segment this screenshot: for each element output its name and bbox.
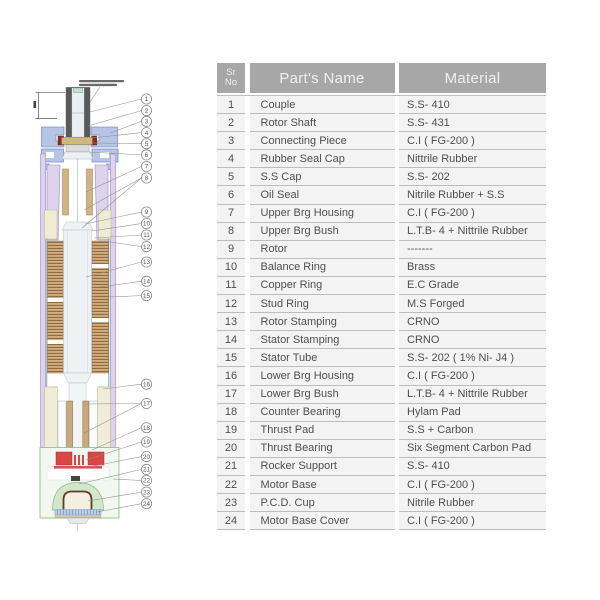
svg-text:3: 3	[144, 118, 149, 126]
svg-text:20: 20	[142, 453, 151, 461]
table-body	[217, 95, 546, 530]
material-cell: Six Segment Carbon Pad	[399, 440, 546, 458]
material-cell: M.S Forged	[399, 295, 546, 313]
header-sr-line1: Sr	[226, 66, 236, 78]
sr-cell: 18	[217, 404, 245, 422]
material-cell: C.I ( FG-200 )	[399, 205, 546, 223]
svg-text:10: 10	[142, 220, 151, 228]
sr-cell: 24	[217, 512, 245, 530]
part-name-cell: Rotor	[250, 241, 395, 259]
svg-text:24: 24	[142, 500, 151, 508]
parts-table	[217, 63, 546, 530]
part-name-cell: Thrust Pad	[250, 422, 395, 440]
material-cell: C.I ( FG-200 )	[399, 367, 546, 385]
part-name-cell: Rubber Seal Cap	[250, 150, 395, 168]
material-cell: Brass	[399, 259, 546, 277]
seal-cap-group	[58, 136, 97, 159]
sr-cell: 8	[217, 223, 245, 241]
rotor-core	[62, 222, 93, 383]
svg-text:18: 18	[142, 424, 151, 432]
material-cell: Nitrile Rubber	[399, 494, 546, 512]
part-name-cell: Motor Base Cover	[250, 512, 395, 530]
part-name-cell: S.S Cap	[250, 168, 395, 186]
sr-cell: 21	[217, 458, 245, 476]
svg-text:5: 5	[144, 140, 149, 148]
svg-text:16: 16	[142, 381, 151, 389]
svg-text:21: 21	[142, 466, 151, 474]
sr-cell: 23	[217, 494, 245, 512]
svg-text:12: 12	[142, 243, 151, 251]
col-header-srno	[217, 63, 245, 93]
sr-cell: 4	[217, 150, 245, 168]
material-cell: S.S- 410	[399, 458, 546, 476]
svg-text:1: 1	[144, 96, 149, 104]
part-name-cell: Oil Seal	[250, 186, 395, 204]
sr-cell: 16	[217, 367, 245, 385]
svg-text:19: 19	[142, 439, 151, 447]
col-header-material: Material	[399, 63, 546, 93]
material-cell: -------	[399, 241, 546, 259]
part-name-cell: Connecting Piece	[250, 132, 395, 150]
sr-cell: 3	[217, 132, 245, 150]
svg-text:7: 7	[144, 163, 149, 171]
sr-cell: 6	[217, 186, 245, 204]
svg-text:4: 4	[144, 129, 149, 137]
col-header-parts-name: Part's Name	[250, 63, 395, 93]
svg-text:11: 11	[143, 232, 150, 240]
part-name-cell: Upper Brg Housing	[250, 205, 395, 223]
part-name-cell: Thrust Bearing	[250, 440, 395, 458]
sr-cell: 12	[217, 295, 245, 313]
svg-text:22: 22	[142, 477, 151, 485]
sr-cell: 20	[217, 440, 245, 458]
part-name-cell: Upper Brg Bush	[250, 223, 395, 241]
part-name-cell: Rocker Support	[250, 458, 395, 476]
material-cell: Nittrile Rubber	[399, 150, 546, 168]
svg-text:17: 17	[142, 400, 151, 408]
part-name-cell: Stator Stamping	[250, 331, 395, 349]
dimension-bracket	[34, 92, 66, 118]
material-cell: C.I ( FG-200 )	[399, 512, 546, 530]
material-cell: CRNO	[399, 331, 546, 349]
sr-cell: 7	[217, 205, 245, 223]
sr-cell: 19	[217, 422, 245, 440]
sr-cell: 5	[217, 168, 245, 186]
sr-cell: 1	[217, 96, 245, 114]
svg-text:14: 14	[142, 278, 151, 286]
sr-cell: 2	[217, 114, 245, 132]
part-name-cell: Stator Tube	[250, 349, 395, 367]
svg-text:13: 13	[142, 259, 151, 267]
part-name-cell: Lower Brg Bush	[250, 386, 395, 404]
svg-text:23: 23	[142, 489, 151, 497]
header-sr-line2: No	[224, 77, 238, 88]
part-name-cell: Couple	[250, 96, 395, 114]
part-name-cell: Rotor Shaft	[250, 114, 395, 132]
part-name-cell: Lower Brg Housing	[250, 367, 395, 385]
pump-motor-cross-section	[0, 0, 215, 600]
part-name-cell: Copper Ring	[250, 277, 395, 295]
svg-text:6: 6	[144, 152, 149, 160]
sr-cell: 14	[217, 331, 245, 349]
svg-text:9: 9	[144, 209, 149, 217]
material-cell: L.T.B- 4 + Nittrile Rubber	[399, 386, 546, 404]
sr-cell: 10	[217, 259, 245, 277]
material-cell: S.S- 202 ( 1% Ni- J4 )	[399, 349, 546, 367]
table-header	[217, 63, 546, 93]
material-cell: S.S- 410	[399, 96, 546, 114]
lower-bearing-group	[45, 383, 111, 453]
material-cell: L.T.B- 4 + Nittrile Rubber	[399, 223, 546, 241]
part-name-cell: P.C.D. Cup	[250, 494, 395, 512]
material-cell: Hylam Pad	[399, 404, 546, 422]
material-cell: C.I ( FG-200 )	[399, 476, 546, 494]
sr-cell: 15	[217, 349, 245, 367]
material-cell: Nitrile Rubber + S.S	[399, 186, 546, 204]
part-name-cell: Balance Ring	[250, 259, 395, 277]
material-cell: E.C Grade	[399, 277, 546, 295]
svg-text:15: 15	[142, 292, 151, 300]
material-cell: CRNO	[399, 313, 546, 331]
material-cell: S.S- 431	[399, 114, 546, 132]
part-name-cell: Motor Base	[250, 476, 395, 494]
shaft-couple	[66, 88, 90, 137]
sr-cell: 11	[217, 277, 245, 295]
sr-cell: 22	[217, 476, 245, 494]
svg-text:8: 8	[144, 175, 149, 183]
sr-cell: 9	[217, 241, 245, 259]
part-name-cell: Counter Bearing	[250, 404, 395, 422]
material-cell: S.S + Carbon	[399, 422, 546, 440]
part-name-cell: Stud Ring	[250, 295, 395, 313]
sr-cell: 17	[217, 386, 245, 404]
part-name-cell: Rotor Stamping	[250, 313, 395, 331]
sr-cell: 13	[217, 313, 245, 331]
material-cell: C.I ( FG-200 )	[399, 132, 546, 150]
material-cell: S.S- 202	[399, 168, 546, 186]
svg-text:2: 2	[144, 107, 149, 115]
